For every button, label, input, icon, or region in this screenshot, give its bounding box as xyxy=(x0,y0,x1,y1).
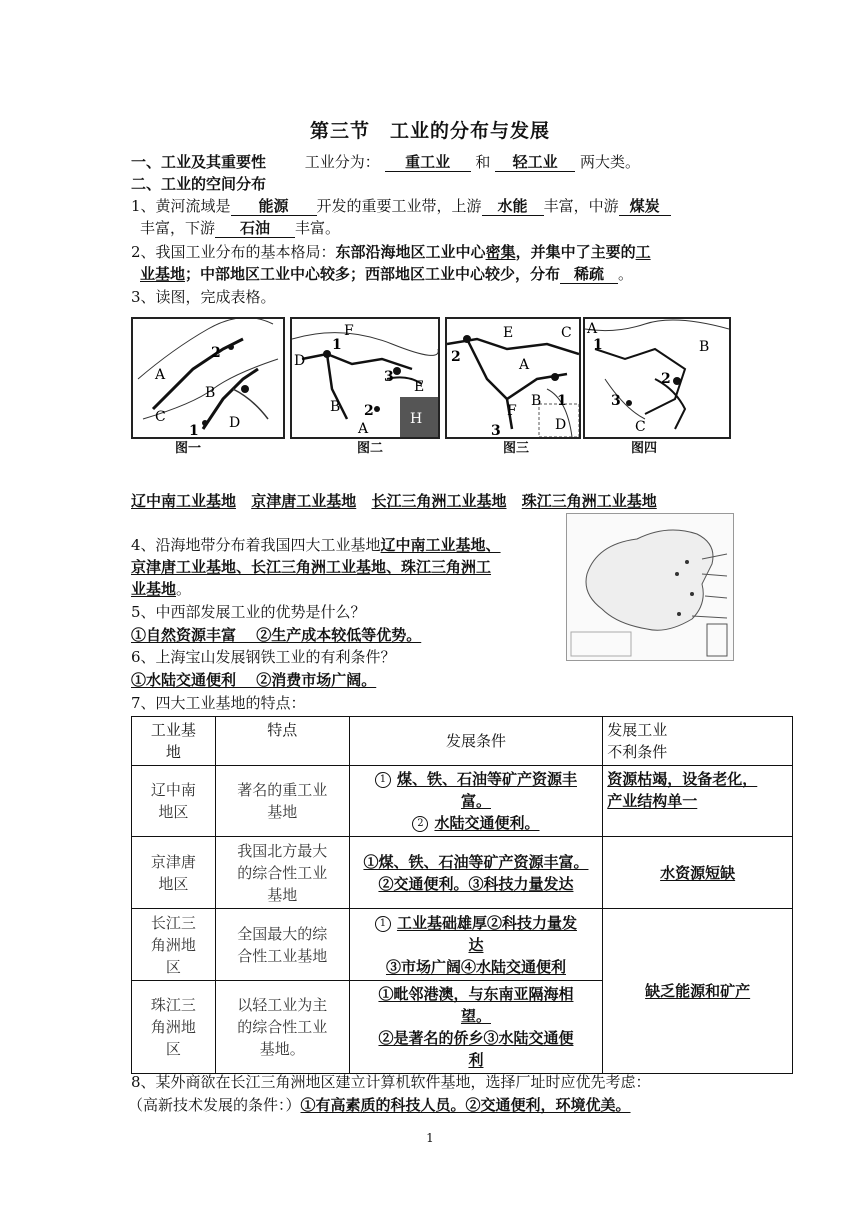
condition-text: ②交通便利。③科技力量发达 xyxy=(378,874,574,893)
m3-label: A xyxy=(519,357,530,373)
condition-text: ①煤、铁、石油等矿产资源丰富。 xyxy=(363,852,589,871)
m2-label: E xyxy=(414,379,425,395)
section-1-tail: 两大类。 xyxy=(579,153,640,171)
table-cell-conditions xyxy=(349,766,603,837)
base-name: 辽中南工业基地 xyxy=(131,492,237,510)
q2-answer-dense: 密集 xyxy=(485,243,516,261)
map-4-svg xyxy=(585,319,729,437)
m4-label: 3 xyxy=(611,393,621,409)
blank-coal: 煤炭 xyxy=(619,197,671,216)
table-row xyxy=(132,766,793,837)
question-3: 3、读图，完成表格。 xyxy=(131,288,276,306)
question-2-line-2 xyxy=(140,263,740,285)
condition-text: ②是著名的侨乡③水陆交通便 利 xyxy=(378,1029,574,1069)
m1-label: B xyxy=(205,385,216,401)
m1-label: D xyxy=(229,415,241,431)
page-number: 1 xyxy=(426,1131,434,1145)
table-header-cell: 发展工业 不利条件 xyxy=(603,717,793,766)
table-cell-disadvantage xyxy=(603,909,793,1074)
m3-label: D xyxy=(555,417,567,433)
blank-light-industry: 轻工业 xyxy=(495,153,575,172)
table-cell-conditions xyxy=(349,837,603,909)
table-row xyxy=(132,909,793,981)
disadvantage-text: 缺乏能源和矿产 xyxy=(645,982,751,1000)
map-figure-4 xyxy=(583,317,731,439)
condition-text: ①毗邻港澳，与东南亚隔海相 望。 xyxy=(378,985,574,1025)
q2-text-a: 2、我国工业分布的基本格局： xyxy=(131,243,336,261)
q1-text-c: 丰富，中游 xyxy=(543,197,619,215)
m1-label: 2 xyxy=(211,345,221,361)
m3-label: F xyxy=(507,403,517,419)
table-cell-region: 辽中南 地区 xyxy=(132,766,216,837)
m3-label: E xyxy=(503,325,514,341)
m4-label: B xyxy=(699,339,710,355)
condition-text: 工业基础雄厚②科技力量发 达 xyxy=(396,913,577,954)
disadvantage-text: 资源枯竭，设备老化， 产业结构单一 xyxy=(607,770,758,810)
condition-text: 水陆交通便利。 xyxy=(434,814,540,832)
m2-label: 1 xyxy=(332,337,342,353)
q8-answer: ①有高素质的科技人员。②交通便利，环境优美。 xyxy=(300,1096,631,1114)
m2-label: B xyxy=(330,399,341,415)
q2-text-i: 。 xyxy=(618,265,634,283)
m1-label: 1 xyxy=(189,423,199,437)
caption-figure-3: 图三 xyxy=(503,441,530,456)
map-figures xyxy=(131,317,729,457)
circled-number: 1 xyxy=(375,772,391,788)
q2-text-g: ；中部地区工业中心较多；西部地区工业中心较少，分布 xyxy=(185,265,561,283)
blank-heavy-industry: 重工业 xyxy=(385,153,471,172)
m2-label: 3 xyxy=(384,369,394,385)
base-name: 京津唐工业基地 xyxy=(251,492,357,510)
m4-label: A xyxy=(587,321,598,337)
m2-label: D xyxy=(294,353,306,369)
question-2-line-1 xyxy=(131,241,731,263)
section-1-text: 工业分为： xyxy=(304,153,380,171)
q2-text-d: ，并集中了主要的 xyxy=(515,243,636,261)
table-cell-conditions xyxy=(349,981,603,1074)
table-cell-feature: 全国最大的综 合性工业基地 xyxy=(215,909,349,981)
table-cell-region: 京津唐 地区 xyxy=(132,837,216,909)
base-name: 长江三角洲工业基地 xyxy=(371,492,507,510)
question-1-line-2 xyxy=(140,217,740,239)
table-cell-feature: 著名的重工业 基地 xyxy=(215,766,349,837)
map-figure-1 xyxy=(131,317,285,439)
m4-label: 2 xyxy=(661,371,671,387)
q2-text-b: 东部沿海地区工业中心 xyxy=(335,243,486,261)
question-1-line-1 xyxy=(131,195,731,217)
q4-answer-1: 辽中南工业基地、 xyxy=(380,536,501,554)
q8-text-a: （高新技术发展的条件：） xyxy=(128,1096,301,1114)
table-header-cell: 特点 xyxy=(215,717,349,766)
m2-label: 2 xyxy=(364,403,374,419)
blank-sparse: 稀疏 xyxy=(560,265,618,284)
section-2-heading: 二、工业的空间分布 xyxy=(131,175,267,193)
table-cell-conditions xyxy=(349,909,603,981)
table-cell-region: 长江三 角洲地 区 xyxy=(132,909,216,981)
map-figure-2 xyxy=(290,317,440,439)
m3-label: 2 xyxy=(451,349,461,365)
q1-text-a: 1、黄河流域是 xyxy=(131,197,231,215)
table-cell-disadvantage xyxy=(603,837,793,909)
condition-text: ③市场广阔④水陆交通便利 xyxy=(385,957,566,976)
q1-text-e: 丰富。 xyxy=(295,219,341,237)
question-8-answer xyxy=(128,1094,728,1116)
page-title: 第三节 工业的分布与发展 xyxy=(309,120,550,142)
map-3-svg xyxy=(447,319,579,437)
base-names-row xyxy=(131,490,667,511)
q1-text-d: 丰富，下游 xyxy=(140,219,216,237)
m4-label: 1 xyxy=(593,337,603,353)
question-7: 7、四大工业基地的特点： xyxy=(131,694,306,712)
condition-text: 煤、铁、石油等矿产资源丰 富。 xyxy=(396,770,577,810)
industrial-bases-table xyxy=(131,716,793,1074)
q4-text-a: 4、沿海地带分布着我国四大工业基地 xyxy=(131,536,381,554)
blank-energy: 能源 xyxy=(231,197,317,216)
m3-label: 1 xyxy=(557,393,567,409)
q2-answer-industry: 工 xyxy=(635,243,651,261)
blank-hydropower: 水能 xyxy=(482,197,544,216)
circled-number: 2 xyxy=(412,816,428,832)
table-cell-region: 珠江三 角洲地 区 xyxy=(132,981,216,1074)
m4-label: C xyxy=(635,419,646,435)
question-5-answer: ①自然资源丰富 ②生产成本较低等优势。 xyxy=(131,626,422,644)
m3-label: B xyxy=(531,393,542,409)
table-header-cell: 工业基 地 xyxy=(132,717,216,766)
question-8: 8、某外商欲在长江三角洲地区建立计算机软件基地，选择厂址时应优先考虑： xyxy=(131,1073,651,1091)
table-cell-feature: 以轻工业为主 的综合性工业 基地。 xyxy=(215,981,349,1074)
caption-figure-2: 图二 xyxy=(357,441,384,456)
m3-label: C xyxy=(561,325,572,341)
table-header-cell: 发展条件 xyxy=(349,717,603,766)
m3-label: 3 xyxy=(491,423,501,437)
section-1 xyxy=(131,151,731,173)
question-5: 5、中西部发展工业的优势是什么？ xyxy=(131,603,366,621)
q4-text-e: 。 xyxy=(176,580,192,598)
q1-text-b: 开发的重要工业带，上游 xyxy=(316,197,482,215)
table-cell-disadvantage xyxy=(603,766,793,837)
and-text: 和 xyxy=(475,153,491,171)
table-row xyxy=(132,837,793,909)
blank-oil: 石油 xyxy=(215,219,295,238)
question-6: 6、上海宝山发展钢铁工业的有利条件？ xyxy=(131,648,396,666)
circled-number: 1 xyxy=(375,916,391,932)
map-2-svg xyxy=(292,319,438,437)
map-1-svg xyxy=(133,319,283,437)
m2-label: A xyxy=(358,421,369,437)
m1-label: A xyxy=(155,367,166,383)
q4-answer-2: 京津唐工业基地、长江三角洲工业基地、珠江三角洲工 xyxy=(131,558,492,576)
m2-label: F xyxy=(344,323,354,339)
base-name: 珠江三角洲工业基地 xyxy=(521,492,657,510)
m1-label: C xyxy=(155,409,166,425)
q4-answer-3: 业基地 xyxy=(131,580,177,598)
table-header-row xyxy=(132,717,793,766)
map-figure-3 xyxy=(445,317,581,439)
section-1-heading: 一、工业及其重要性 xyxy=(131,153,267,171)
table-cell-feature: 我国北方最大 的综合性工业 基地 xyxy=(215,837,349,909)
caption-figure-4: 图四 xyxy=(631,441,658,456)
q2-answer-base: 业基地 xyxy=(140,265,186,283)
question-6-answer: ①水陆交通便利 ②消费市场广阔。 xyxy=(131,671,377,689)
disadvantage-text: 水资源短缺 xyxy=(660,863,736,882)
m2-label: H xyxy=(410,411,423,427)
caption-figure-1: 图一 xyxy=(175,441,202,456)
